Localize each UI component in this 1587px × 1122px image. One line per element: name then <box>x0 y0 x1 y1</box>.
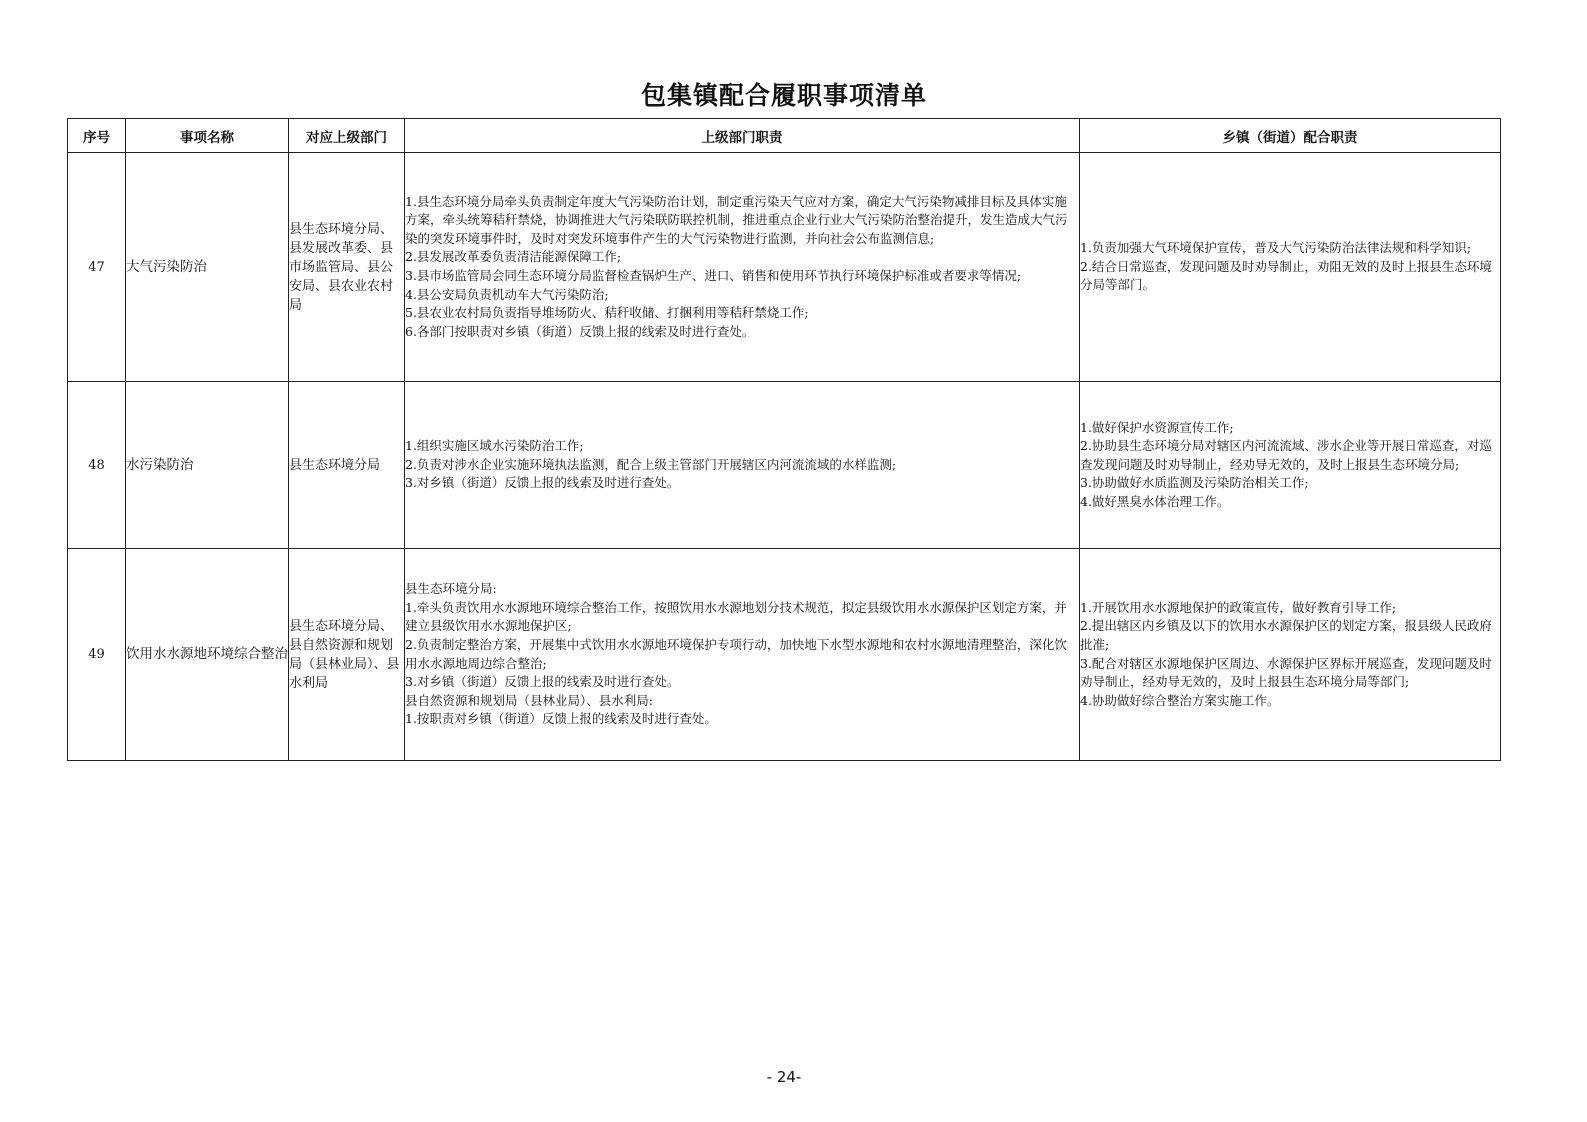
duty-line: 5.县农业农村局负责指导堆场防火、秸秆收储、打捆利用等秸秆禁烧工作; <box>405 305 809 321</box>
upper-duties <box>405 153 1080 382</box>
duty-line: 4.县公安局负责机动车大气污染防治; <box>405 286 609 302</box>
duty-table <box>67 118 1501 761</box>
header-seq: 序号 <box>68 119 126 153</box>
duty-line: 3.配合对辖区水源地保护区周边、水源保护区界标开展巡查，发现问题及时劝导制止，经劝导无效的，及时上报县生态环境分局等部门; <box>1080 655 1492 690</box>
duty-line: 2.负责对涉水企业实施环境执法监测，配合上级主管部门开展辖区内河流流域的水样监测; <box>405 456 897 472</box>
duty-line: 2.结合日常巡查，发现问题及时劝导制止，劝阻无效的及时上报县生态环境分局等部门。 <box>1080 258 1492 293</box>
duty-line: 6.各部门按职责对乡镇（街道）反馈上报的线索及时进行查处。 <box>405 323 755 339</box>
table-row <box>68 549 1501 761</box>
duty-line: 3.对乡镇（街道）反馈上报的线索及时进行查处。 <box>405 674 680 690</box>
header-upper-duty: 上级部门职责 <box>405 119 1080 153</box>
upper-dept: 县生态环境分局、县发展改革委、县市场监管局、县公安局、县农业农村局 <box>289 153 405 382</box>
item-name: 水污染防治 <box>126 382 289 549</box>
duty-line: 1.开展饮用水水源地保护的政策宣传，做好教育引导工作; <box>1080 599 1397 615</box>
row-number: 48 <box>68 382 126 549</box>
town-duties <box>1080 549 1501 761</box>
upper-dept: 县生态环境分局、县自然资源和规划局（县林业局）、县水利局 <box>289 549 405 761</box>
header-town-duty: 乡镇（街道）配合职责 <box>1080 119 1501 153</box>
duty-line: 1.县生态环境分局牵头负责制定年度大气污染防治计划，制定重污染天气应对方案，确定大气污染物减排目标及具体实施方案，牵头统筹秸秆禁烧，协调推进大气污染联防联控机制，推进重点企业行业大气污染防治整治提升，发生造成大气污染的突发环境事件时，及时对突发环境事件产生的大气污染物进行监测，并向社会公布监测信息; <box>405 193 1068 246</box>
duty-line: 1.组织实施区域水污染防治工作; <box>405 438 584 454</box>
page-number: - 24- <box>766 1068 802 1086</box>
header-item-name: 事项名称 <box>126 119 289 153</box>
table-row <box>68 153 1501 382</box>
duty-line: 2.负责制定整治方案，开展集中式饮用水水源地环境保护专项行动，加快地下水型水源地和农村水源地清理整治，深化饮用水水源地周边综合整治; <box>405 636 1067 671</box>
item-name: 饮用水水源地环境综合整治 <box>126 549 289 761</box>
duty-line: 3.协助做好水质监测及污染防治相关工作; <box>1080 475 1309 491</box>
page-title: 包集镇配合履职事项清单 <box>640 81 927 110</box>
duty-line: 2.协助县生态环境分局对辖区内河流流域、涉水企业等开展日常巡查，对巡查发现问题及时劝导制止，经劝导无效的，及时上报县生态环境分局; <box>1080 438 1492 472</box>
duty-line: 县自然资源和规划局（县林业局）、县水利局: <box>405 692 653 708</box>
duty-line: 1.做好保护水资源宣传工作; <box>1080 419 1234 435</box>
duty-line: 1.负责加强大气环境保护宣传，普及大气污染防治法律法规和科学知识; <box>1080 240 1472 256</box>
row-number: 49 <box>68 549 126 761</box>
town-duties <box>1080 382 1501 549</box>
duty-line: 2.县发展改革委负责清洁能源保障工作; <box>405 249 622 265</box>
upper-duties <box>405 382 1080 549</box>
duty-line: 4.做好黑臭水体治理工作。 <box>1080 493 1230 509</box>
duty-line: 县生态环境分局: <box>405 581 497 597</box>
town-duties <box>1080 153 1501 382</box>
upper-dept: 县生态环境分局 <box>289 382 405 549</box>
duty-line: 3.对乡镇（街道）反馈上报的线索及时进行查处。 <box>405 475 680 491</box>
table-header-row <box>68 119 1501 153</box>
duty-line: 4.协助做好综合整治方案实施工作。 <box>1080 692 1280 708</box>
duty-line: 2.提出辖区内乡镇及以下的饮用水水源保护区的划定方案，报县级人民政府批准; <box>1080 618 1492 652</box>
upper-duties <box>405 549 1080 761</box>
duty-line: 1.牵头负责饮用水水源地环境综合整治工作，按照饮用水水源地划分技术规范，拟定县级饮用水水源保护区划定方案，并建立县级饮用水水源地保护区; <box>405 599 1067 634</box>
table-row <box>68 382 1501 549</box>
duty-line: 3.县市场监管局会同生态环境分局监督检查锅炉生产、进口、销售和使用环节执行环境保护标准或者要求等情况; <box>405 268 1022 283</box>
duty-line: 1.按职责对乡镇（街道）反馈上报的线索及时进行查处。 <box>405 711 717 727</box>
item-name: 大气污染防治 <box>126 153 289 382</box>
row-number: 47 <box>68 153 126 382</box>
header-dept: 对应上级部门 <box>289 119 405 153</box>
